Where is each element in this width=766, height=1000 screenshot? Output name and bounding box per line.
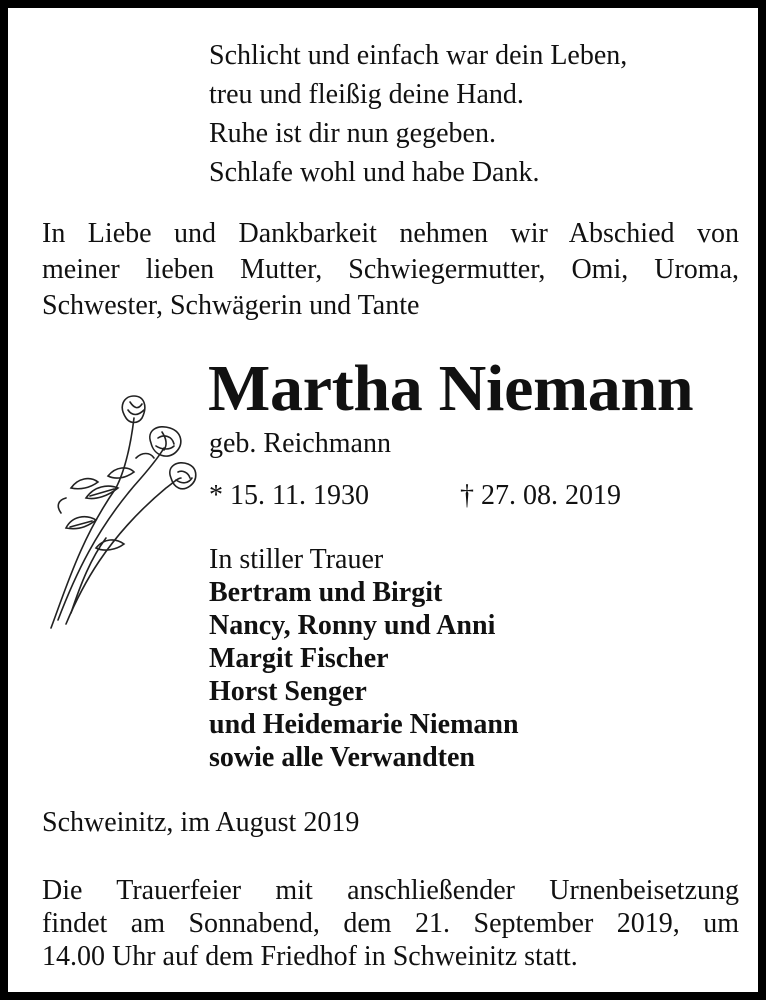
intro-line: In Liebe und Dankbarkeit nehmen wir Abschied von bbox=[42, 218, 739, 249]
intro-line: Schwester, Schwägerin und Tante bbox=[42, 290, 420, 321]
intro-text bbox=[42, 216, 739, 324]
poem-line: Schlicht und einfach war dein Leben, bbox=[209, 40, 628, 71]
poem bbox=[209, 36, 627, 192]
birth-name: geb. Reichmann bbox=[209, 428, 391, 459]
funeral-line: 14.00 Uhr auf dem Friedhof in Schweinitz statt. bbox=[42, 941, 578, 972]
funeral-notice bbox=[42, 874, 739, 973]
intro-line: meiner lieben Mutter, Schwiegermutter, Omi, Uroma, bbox=[42, 254, 739, 285]
mourner-name: Bertram und Birgit bbox=[209, 577, 443, 608]
funeral-line: findet am Sonnabend, dem 21. September 2019, um bbox=[42, 908, 739, 939]
birth-date: * 15. 11. 1930 bbox=[209, 480, 369, 511]
poem-line: Schlafe wohl und habe Dank. bbox=[209, 157, 540, 188]
poem-line: Ruhe ist dir nun gegeben. bbox=[209, 118, 496, 149]
poem-line: treu und fleißig deine Hand. bbox=[209, 79, 524, 110]
funeral-line: Die Trauerfeier mit anschließender Urnenbeisetzung bbox=[42, 875, 739, 906]
roses-icon bbox=[46, 388, 201, 633]
death-date: † 27. 08. 2019 bbox=[460, 480, 621, 511]
mourner-name: Horst Senger bbox=[209, 676, 367, 707]
mourners-block bbox=[209, 543, 519, 774]
mourner-name: Margit Fischer bbox=[209, 643, 389, 674]
mourner-name: sowie alle Verwandten bbox=[209, 742, 475, 773]
place-date: Schweinitz, im August 2019 bbox=[42, 807, 360, 838]
mourner-name: Nancy, Ronny und Anni bbox=[209, 610, 496, 641]
mourner-name: und Heidemarie Niemann bbox=[209, 709, 519, 740]
deceased-name: Martha Niemann bbox=[208, 352, 694, 425]
mourning-intro: In stiller Trauer bbox=[209, 544, 384, 575]
